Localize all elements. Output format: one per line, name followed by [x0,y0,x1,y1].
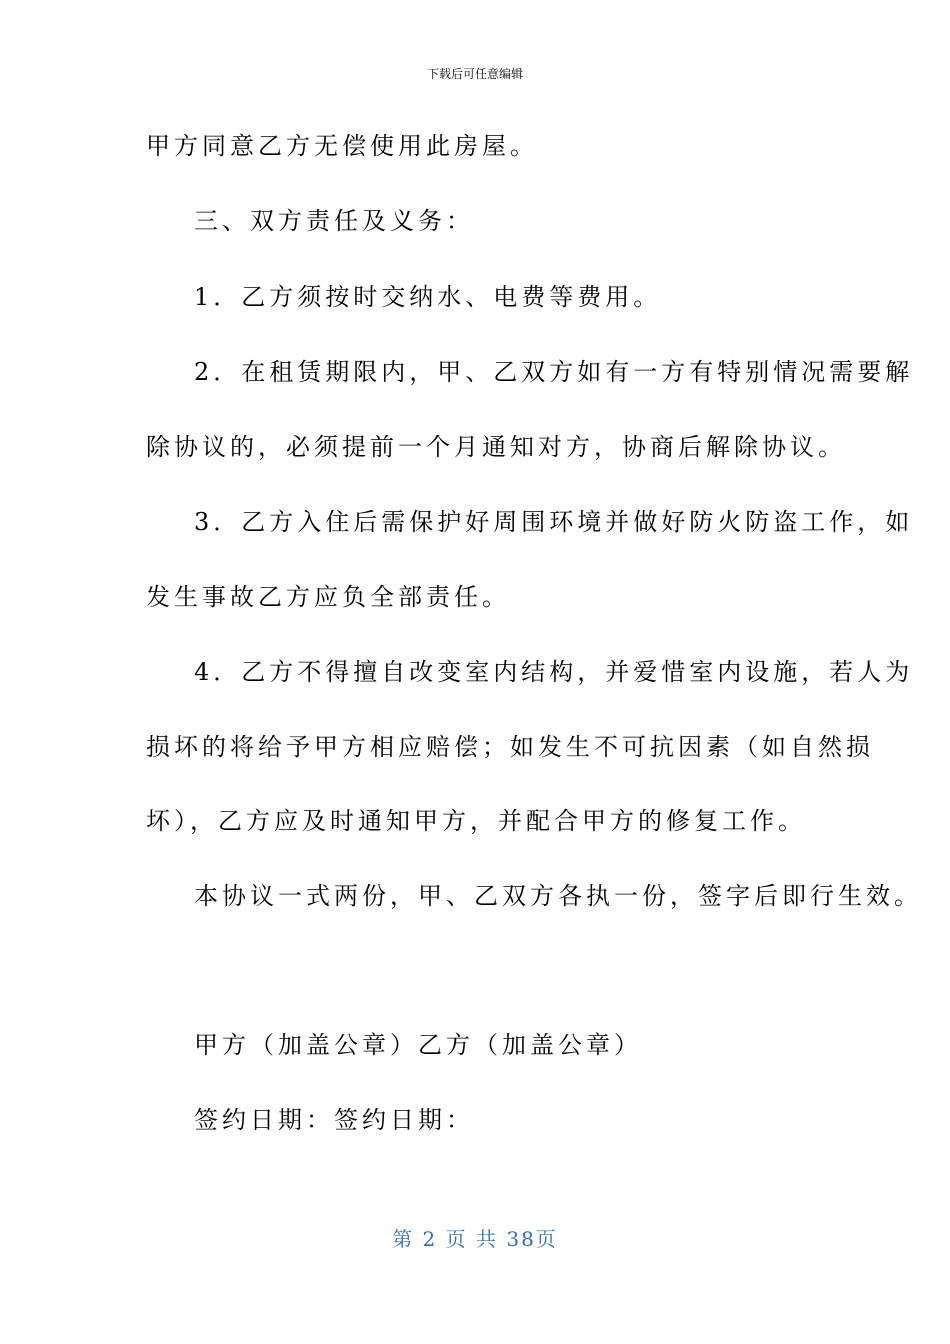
section-heading: 三、双方责任及义务： [194,207,474,235]
clause-2-line-2: 除协议的，必须提前一个月通知对方，协商后解除协议。 [146,433,846,461]
clause-3-line-2: 发生事故乙方应负全部责任。 [146,583,510,611]
clause-4-line-2: 损坏的将给予甲方相应赔偿；如发生不可抗因素（如自然损 [146,733,874,761]
agreement-copies-line: 本协议一式两份，甲、乙双方各执一份，签字后即行生效。 [194,882,922,910]
signing-date-line: 签约日期：签约日期： [194,1106,474,1134]
page-number: 第 2 页 共 38页 [392,1227,558,1251]
body-line: 甲方同意乙方无偿使用此房屋。 [146,132,538,160]
clause-4-line-1: 4．乙方不得擅自改变室内结构，并爱惜室内设施，若人为 [194,658,914,686]
clause-3-line-1: 3．乙方入住后需保护好周围环境并做好防火防盗工作，如 [194,508,914,536]
clause-1: 1．乙方须按时交纳水、电费等费用。 [194,283,662,311]
party-seal-line: 甲方（加盖公章）乙方（加盖公章） [194,1031,642,1059]
clause-4-line-3: 坏），乙方应及时通知甲方，并配合甲方的修复工作。 [146,807,806,835]
page-header-note: 下载后可任意编辑 [426,67,523,81]
clause-2-line-1: 2．在租赁期限内，甲、乙双方如有一方有特别情况需要解 [194,358,914,386]
